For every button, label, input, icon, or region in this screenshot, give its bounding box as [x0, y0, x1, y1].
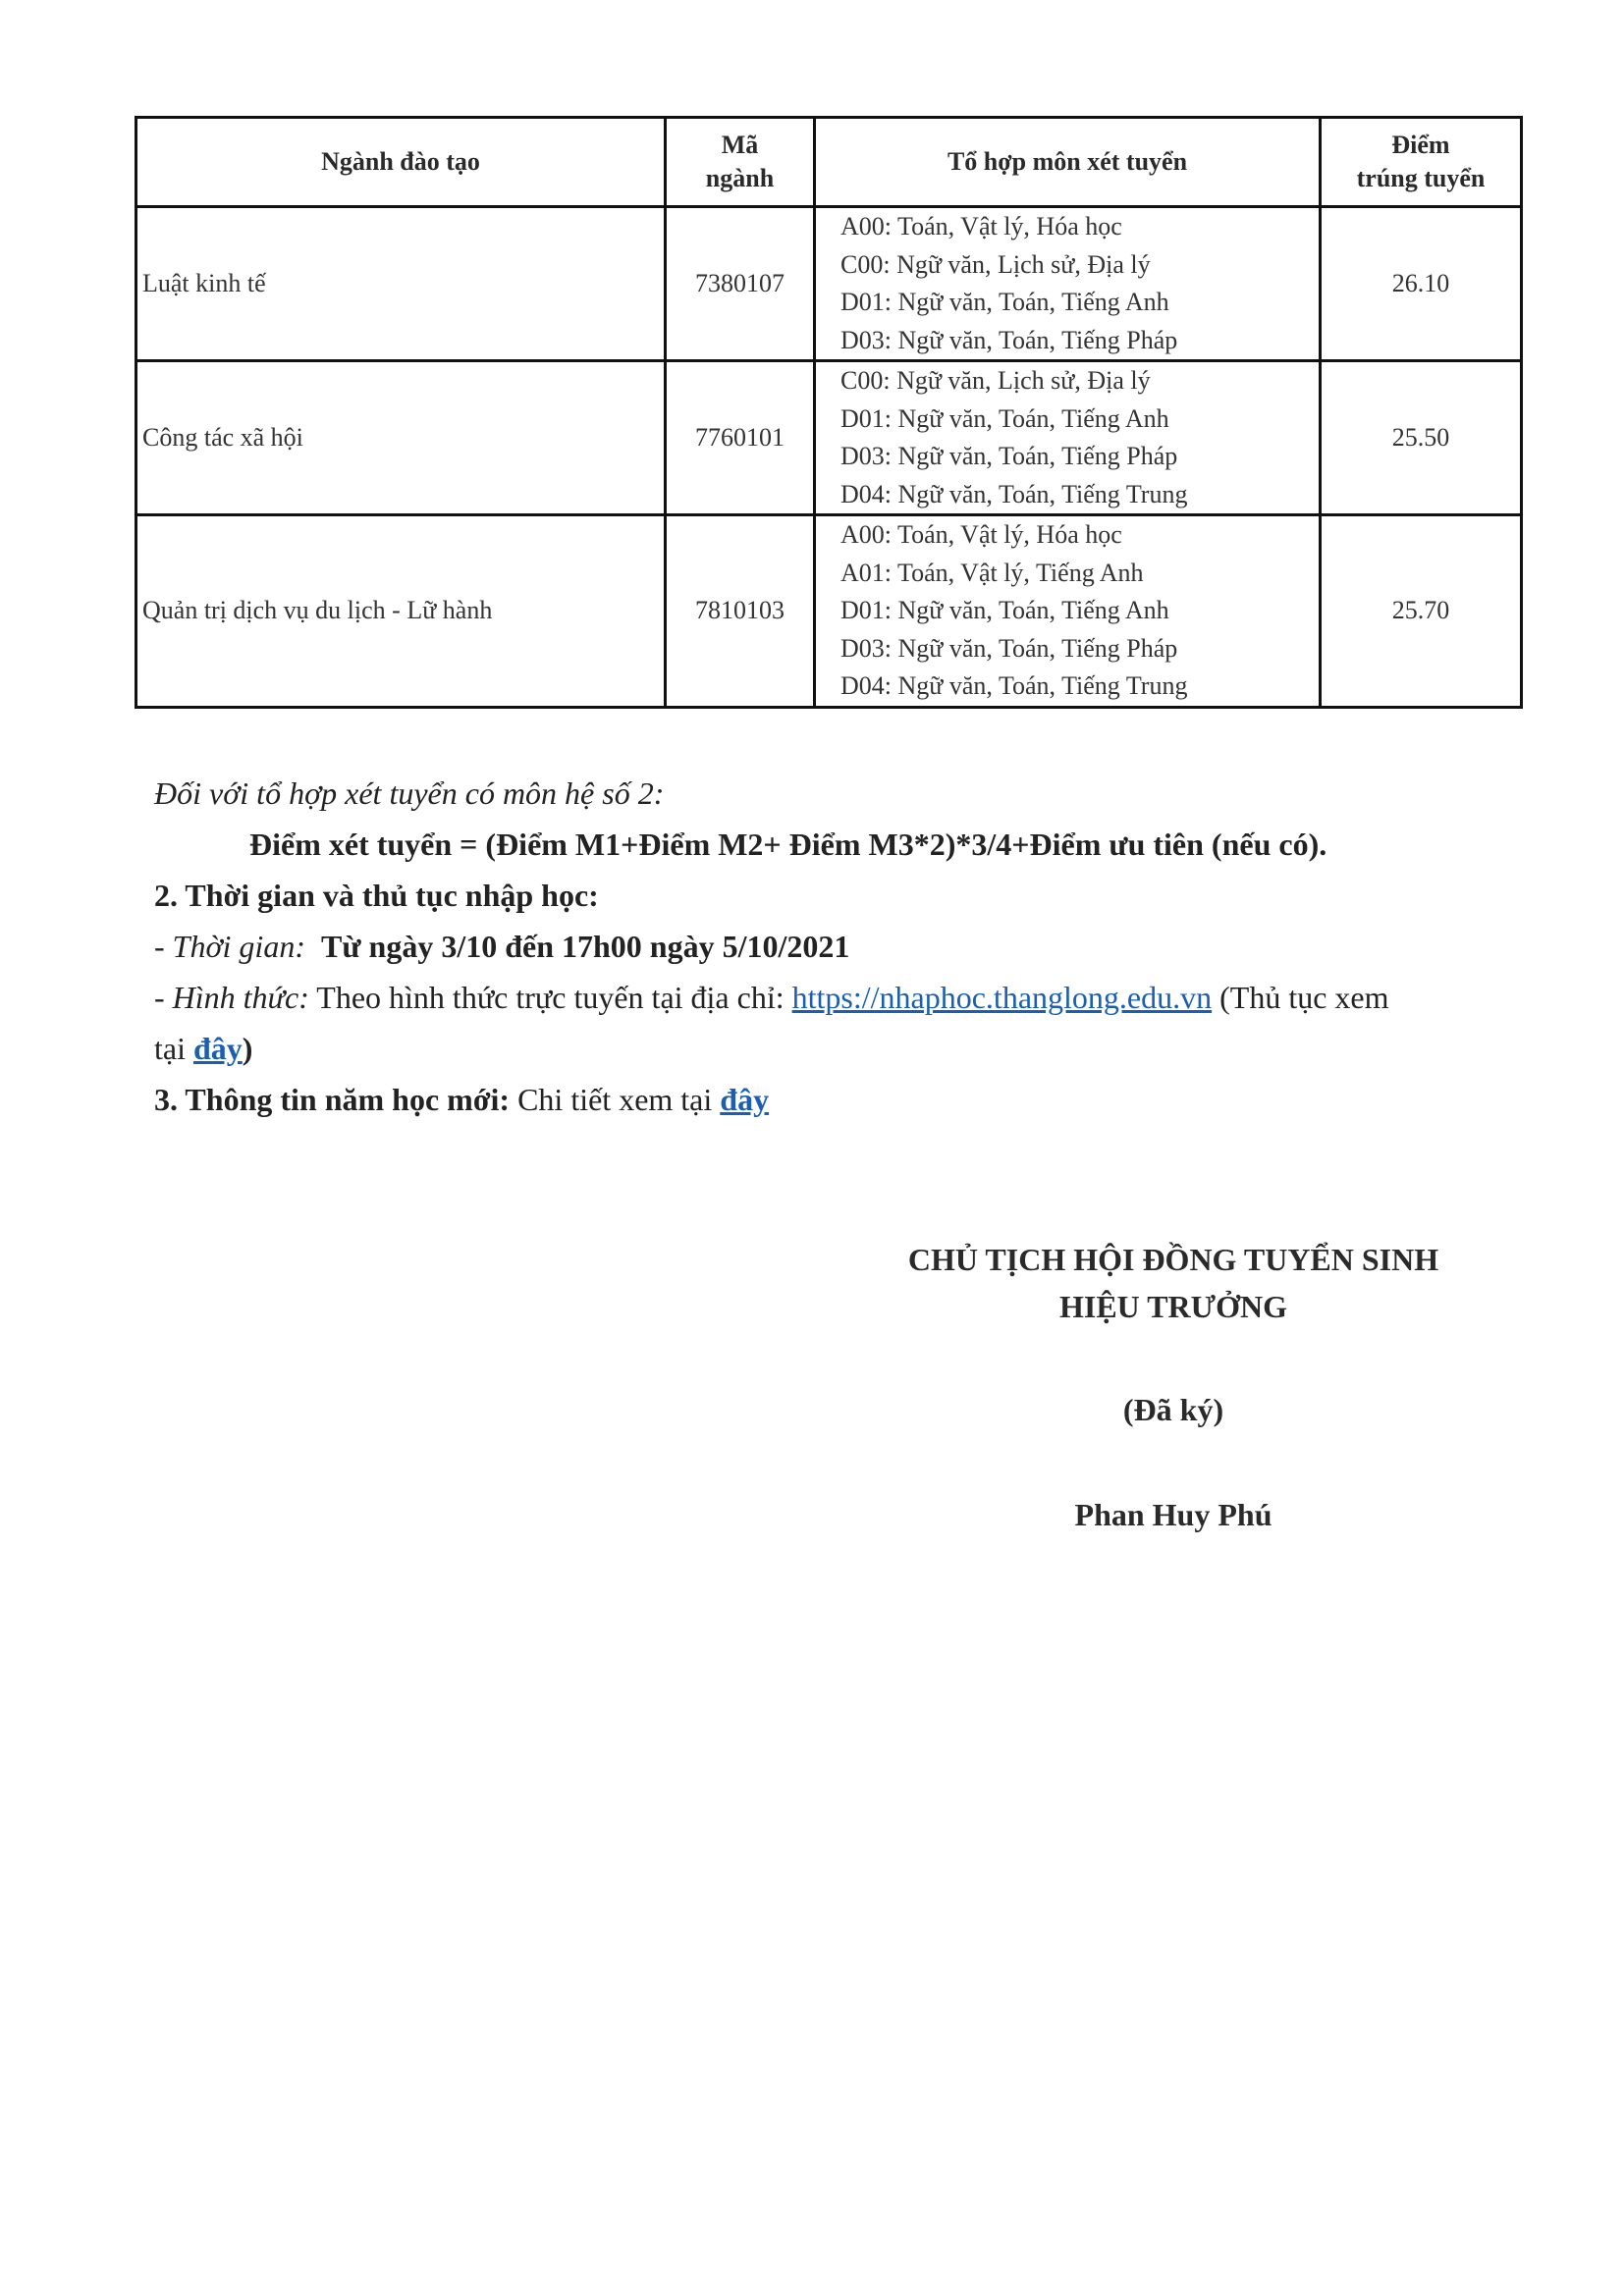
signature-title-2: HIỆU TRƯỞNG: [1058, 1289, 1288, 1324]
form-after-link: (Thủ tục xem: [1212, 980, 1389, 1015]
combo-item: D01: Ngữ văn, Toán, Tiếng Anh: [840, 403, 1169, 433]
enrollment-time: [154, 929, 849, 965]
cutoff-score: 25.70: [1321, 515, 1522, 708]
cutoff-score: 25.50: [1321, 361, 1522, 515]
combo-item: D04: Ngữ văn, Toán, Tiếng Trung: [840, 671, 1188, 700]
header-code-line1: Mã: [721, 131, 759, 159]
signature-title-1: CHỦ TỊCH HỘI ĐỒNG TUYỂN SINH: [907, 1242, 1439, 1277]
combo-item: D03: Ngữ văn, Toán, Tiếng Pháp: [840, 325, 1178, 354]
table-row: [136, 207, 1522, 361]
combo-item: A00: Toán, Vật lý, Hóa học: [840, 520, 1122, 549]
form-label: - Hình thức:: [154, 980, 309, 1015]
signature-status: (Đã ký): [1122, 1392, 1224, 1427]
form-line2-suffix: ): [242, 1031, 253, 1066]
section-3-text: Chi tiết xem tại: [510, 1082, 721, 1117]
table-row: [136, 515, 1522, 708]
section-2-title: 2. Thời gian và thủ tục nhập học:: [154, 878, 599, 913]
enrollment-method: [154, 980, 1389, 1016]
cutoff-score: 26.10: [1321, 207, 1522, 361]
table-row: [136, 361, 1522, 515]
combo-item: C00: Ngữ văn, Lịch sử, Địa lý: [840, 366, 1151, 395]
enrollment-portal-link[interactable]: https://nhaphoc.thanglong.edu.vn: [791, 980, 1213, 1015]
header-combos: Tổ hợp môn xét tuyển: [815, 118, 1321, 207]
enrollment-method-line2: [154, 1031, 252, 1067]
header-code-line2: ngành: [705, 164, 775, 192]
header-major: Ngành đào tạo: [136, 118, 666, 207]
admission-scores-table: [135, 116, 1523, 709]
header-score-line2: trúng tuyển: [1356, 164, 1486, 192]
subject-combinations: [815, 515, 1321, 708]
header-code: [666, 118, 815, 207]
table-header-row: [136, 118, 1522, 207]
major-name: Luật kinh tế: [136, 207, 666, 361]
section-3-title: 3. Thông tin năm học mới:: [154, 1082, 511, 1117]
combo-item: D03: Ngữ văn, Toán, Tiếng Pháp: [840, 442, 1178, 470]
combo-item: A01: Toán, Vật lý, Tiếng Anh: [840, 558, 1144, 587]
procedure-link[interactable]: đây: [192, 1031, 243, 1066]
combo-item: D04: Ngữ văn, Toán, Tiếng Trung: [840, 479, 1188, 508]
major-code: 7380107: [666, 207, 815, 361]
signer-name: Phan Huy Phú: [1074, 1497, 1272, 1532]
form-text: Theo hình thức trực tuyến tại địa chỉ:: [308, 980, 792, 1015]
form-line2-prefix: tại: [154, 1031, 193, 1066]
section-3: [154, 1082, 769, 1118]
major-name: Công tác xã hội: [136, 361, 666, 515]
header-score-line1: Điểm: [1391, 131, 1450, 159]
time-label: - Thời gian:: [154, 929, 305, 964]
time-value: Từ ngày 3/10 đến 17h00 ngày 5/10/2021: [320, 929, 850, 964]
major-name: Quản trị dịch vụ du lịch - Lữ hành: [136, 515, 666, 708]
combo-item: D01: Ngữ văn, Toán, Tiếng Anh: [840, 288, 1169, 316]
score-formula: Điểm xét tuyển = (Điểm M1+Điểm M2+ Điểm M3*2)*3/4+Điểm ưu tiên (nếu có).: [249, 827, 1327, 862]
coefficient-note: Đối với tổ hợp xét tuyển có môn hệ số 2:: [154, 775, 665, 811]
subject-combinations: [815, 361, 1321, 515]
new-school-year-link[interactable]: đây: [720, 1082, 770, 1117]
combo-item: D03: Ngữ văn, Toán, Tiếng Pháp: [840, 633, 1178, 663]
combo-item: C00: Ngữ văn, Lịch sử, Địa lý: [840, 249, 1151, 279]
major-code: 7810103: [666, 515, 815, 708]
subject-combinations: [815, 207, 1321, 361]
header-score: [1321, 118, 1522, 207]
combo-item: A00: Toán, Vật lý, Hóa học: [840, 212, 1122, 240]
combo-item: D01: Ngữ văn, Toán, Tiếng Anh: [840, 596, 1169, 624]
major-code: 7760101: [666, 361, 815, 515]
